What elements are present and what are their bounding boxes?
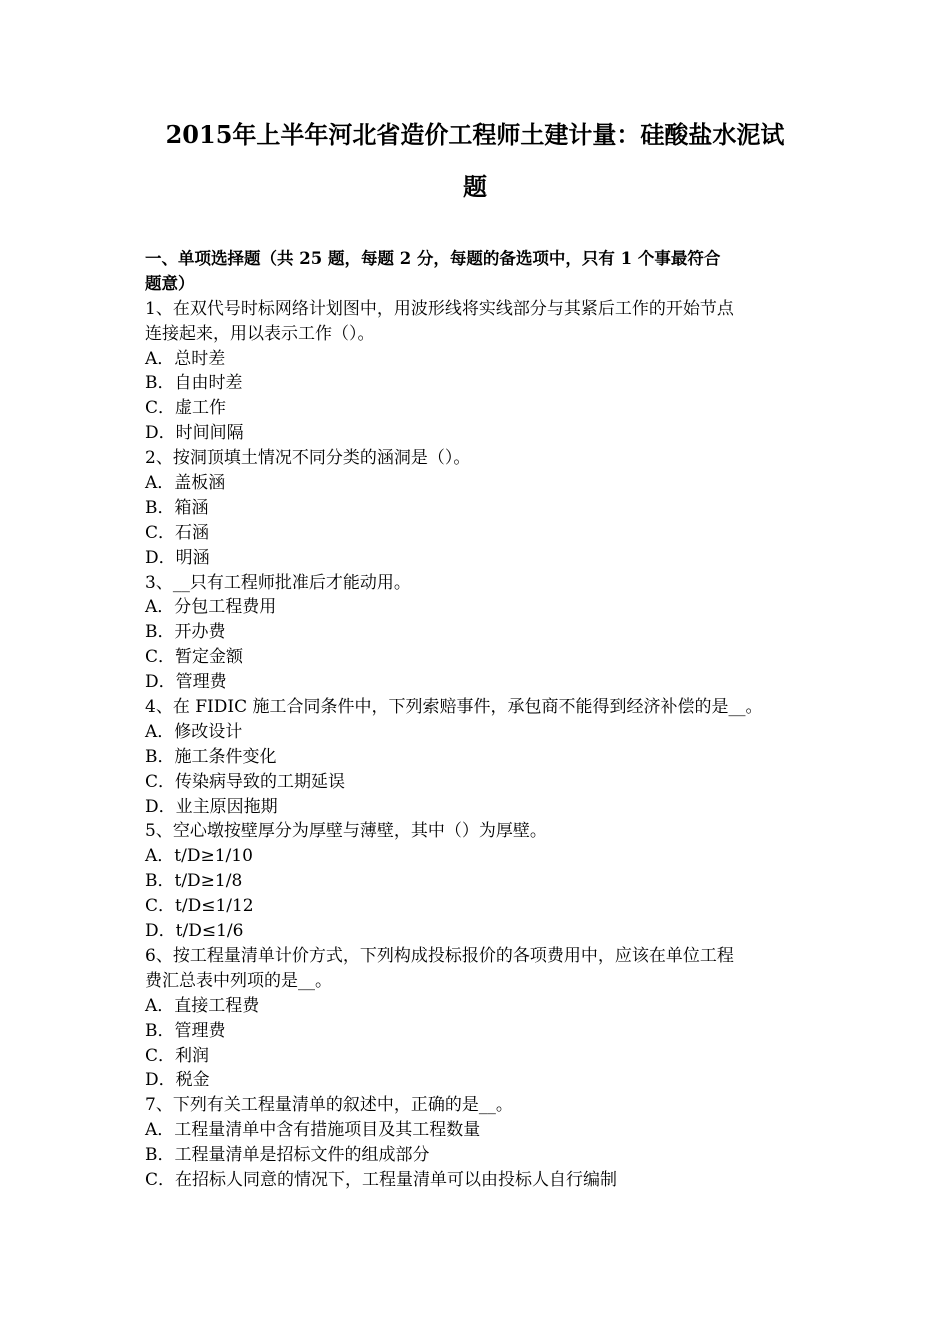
answer-option: A．t/D≥1/10 bbox=[145, 846, 253, 867]
answer-option: A．直接工程费 bbox=[145, 995, 260, 1016]
question-stem: 6、按工程量清单计价方式，下列构成投标报价的各项费用中，应该在单位工程 bbox=[145, 945, 734, 966]
answer-option: D．明涵 bbox=[145, 547, 210, 568]
answer-option: B．工程量清单是招标文件的组成部分 bbox=[145, 1145, 430, 1166]
answer-option: A．盖板涵 bbox=[145, 473, 226, 494]
answer-option: C．传染病导致的工期延误 bbox=[145, 771, 346, 792]
answer-option: C．t/D≤1/12 bbox=[145, 896, 254, 917]
answer-option: C．暂定金额 bbox=[145, 647, 244, 668]
question-3 bbox=[145, 571, 815, 695]
question-7 bbox=[145, 1093, 815, 1193]
question-stem: 费汇总表中列项的是__。 bbox=[145, 970, 332, 991]
answer-option: C．石涵 bbox=[145, 522, 210, 543]
answer-option: B．管理费 bbox=[145, 1020, 226, 1041]
question-stem: 1、在双代号时标网络计划图中，用波形线将实线部分与其紧后工作的开始节点 bbox=[145, 298, 734, 319]
document-title-line-1: 2015年上半年河北省造价工程师土建计量：硅酸盐水泥试 bbox=[165, 120, 785, 149]
question-1 bbox=[145, 297, 815, 446]
question-stem: 7、下列有关工程量清单的叙述中，正确的是__。 bbox=[145, 1095, 513, 1116]
question-stem: 4、在 FIDIC 施工合同条件中，下列索赔事件，承包商不能得到经济补偿的是__。 bbox=[145, 697, 763, 718]
document-title-line-2: 题 bbox=[463, 172, 487, 201]
answer-option: B．箱涵 bbox=[145, 497, 209, 518]
section-heading-line-1: 一、单项选择题（共 25 题，每题 2 分，每题的备选项中，只有 1 个事最符合 bbox=[145, 249, 721, 268]
answer-option: B．t/D≥1/8 bbox=[145, 871, 243, 892]
answer-option: A．工程量清单中含有措施项目及其工程数量 bbox=[145, 1120, 481, 1141]
answer-option: A．修改设计 bbox=[145, 721, 243, 742]
answer-option: C．虚工作 bbox=[145, 398, 227, 419]
document-body bbox=[145, 247, 815, 1193]
answer-option: C．利润 bbox=[145, 1045, 210, 1066]
answer-option: D．税金 bbox=[145, 1070, 210, 1091]
question-2 bbox=[145, 446, 815, 570]
answer-option: B．自由时差 bbox=[145, 373, 243, 394]
answer-option: B．开办费 bbox=[145, 622, 226, 643]
answer-option: D．时间间隔 bbox=[145, 423, 244, 444]
section-heading-line-2: 题意） bbox=[145, 273, 195, 293]
question-stem: 连接起来，用以表示工作（）。 bbox=[145, 323, 375, 344]
question-6 bbox=[145, 944, 815, 1093]
question-stem: 5、空心墩按壁厚分为厚壁与薄壁，其中（）为厚壁。 bbox=[145, 821, 547, 842]
question-stem: 3、__只有工程师批准后才能动用。 bbox=[145, 572, 411, 593]
answer-option: A．总时差 bbox=[145, 348, 226, 369]
question-5 bbox=[145, 819, 815, 943]
answer-option: D．管理费 bbox=[145, 672, 227, 693]
question-4 bbox=[145, 695, 815, 819]
question-stem: 2、按洞顶填土情况不同分类的涵洞是（）。 bbox=[145, 448, 471, 469]
answer-option: B．施工条件变化 bbox=[145, 746, 277, 767]
answer-option: D．业主原因拖期 bbox=[145, 796, 278, 817]
answer-option: A．分包工程费用 bbox=[145, 597, 277, 618]
answer-option: C．在招标人同意的情况下，工程量清单可以由投标人自行编制 bbox=[145, 1169, 618, 1190]
answer-option: D．t/D≤1/6 bbox=[145, 921, 244, 942]
